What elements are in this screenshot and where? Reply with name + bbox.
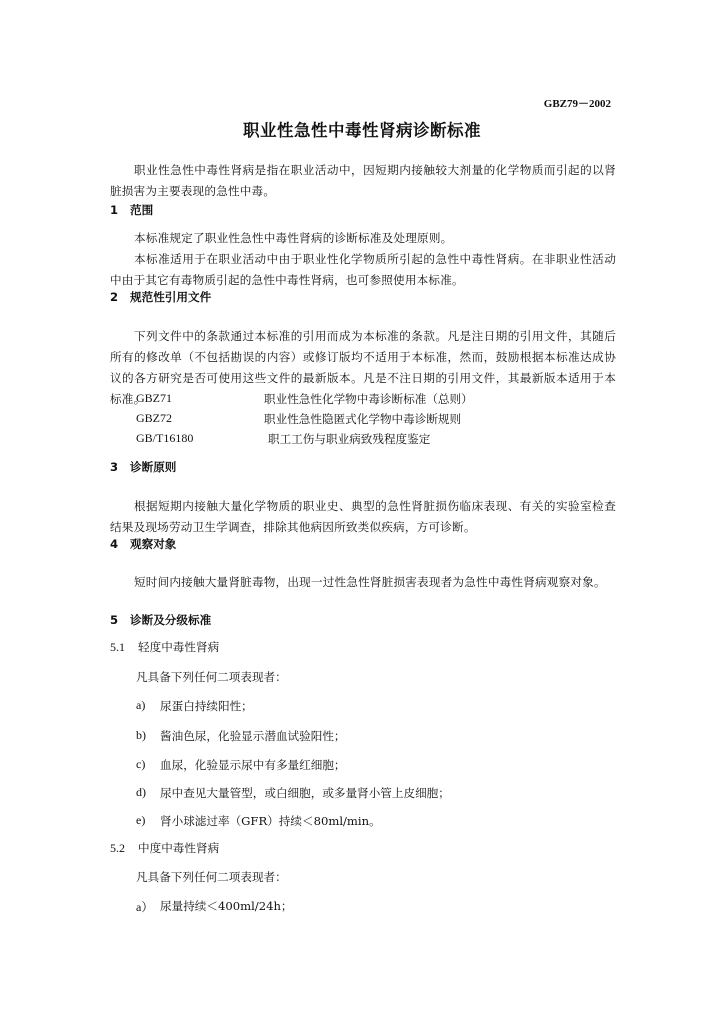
section-2-heading (110, 289, 211, 305)
ref-code: GB/T16180 (136, 431, 194, 445)
ref-code: GBZ72 (136, 411, 172, 425)
list-item-key: e) (136, 813, 146, 827)
subsection-5-1-heading (110, 639, 219, 655)
section-title: 观察对象 (130, 537, 177, 551)
subsection-5-2-lead: 凡具备下列任何二项表现者： (136, 870, 287, 884)
subsection-title: 中度中毒性肾病 (138, 841, 220, 855)
section-number: 4 (110, 537, 119, 551)
section-3-paragraph-1: 根据短期内接触大量化学物质的职业史、典型的急性肾脏损伤临床表现、有关的实验室检查结果及现场劳动卫生学调查，排除其他病因所致类似疾病，方可诊断。 (110, 498, 616, 534)
list-item-key: d) (136, 785, 146, 799)
section-number: 5 (110, 613, 119, 627)
list-item-key: a) (136, 698, 146, 712)
subsection-number: 5.1 (110, 640, 125, 654)
subsection-number: 5.2 (110, 841, 125, 855)
subsection-5-1-lead: 凡具备下列任何二项表现者： (136, 670, 287, 684)
section-number: 2 (110, 290, 119, 304)
list-item: 酱油色尿，化验显示潜血试验阳性； (160, 729, 346, 743)
section-5-heading (110, 612, 211, 628)
section-number: 3 (110, 460, 119, 474)
page-title: 职业性急性中毒性肾病诊断标准 (243, 121, 481, 140)
section-1-paragraph-2: 本标准适用于在职业活动中由于职业性化学物质所引起的急性中毒性肾病。在非职业性活动中由于其它有毒物质引起的急性中毒性肾病，也可参照使用本标准。 (110, 251, 616, 287)
section-title: 规范性引用文件 (130, 290, 212, 304)
section-3-heading (110, 459, 176, 475)
subsection-title: 轻度中毒性肾病 (138, 640, 220, 654)
section-title: 诊断原则 (130, 460, 177, 474)
section-1-paragraph-1: 本标准规定了职业性急性中毒性肾病的诊断标准及处理原则。 (134, 230, 453, 245)
list-item: 血尿，化验显示尿中有多量红细胞； (160, 758, 346, 772)
list-item: 肾小球滤过率（GFR）持续＜80ml/min。 (160, 814, 381, 828)
section-4-paragraph-1: 短时间内接触大量肾脏毒物，出现一过性急性肾脏损害表现者为急性中毒性肾病观察对象。 (134, 574, 606, 589)
list-item-key: a） (136, 900, 154, 914)
section-number: 1 (110, 203, 119, 217)
section-2-paragraph-1: 下列文件中的条款通过本标准的引用而成为本标准的条款。凡是注日期的引用文件，其随后所有的修改单（不包括勘误的内容）或修订版均不适用于本标准，然而，鼓励根据本标准达成协议的各方研究是否可使用这些文件的最新版本。凡是不注日期的引用文件，其最新版本适用于本标准。 (110, 328, 616, 406)
section-title: 范围 (130, 203, 154, 217)
list-item-key: b) (136, 728, 146, 742)
list-item: 尿量持续＜400ml/24h； (160, 899, 293, 913)
ref-title: 职工工伤与职业病致残程度鉴定 (268, 432, 431, 446)
ref-title: 职业性急性化学物中毒诊断标准（总则） (264, 392, 473, 406)
standard-code: GBZ79－2002 (543, 98, 611, 110)
section-4-heading (110, 536, 176, 552)
section-title: 诊断及分级标准 (130, 613, 212, 627)
list-item: 尿蛋白持续阳性； (160, 699, 253, 713)
ref-title: 职业性急性隐匿式化学物中毒诊断规则 (264, 412, 462, 426)
section-1-heading (110, 202, 153, 218)
intro-paragraph: 职业性急性中毒性肾病是指在职业活动中，因短期内接触较大剂量的化学物质而引起的以肾脏损害为主要表现的急性中毒。 (110, 162, 616, 198)
subsection-5-2-heading (110, 840, 219, 856)
list-item-key: c) (136, 757, 146, 771)
ref-code: GBZ71 (136, 391, 172, 405)
list-item: 尿中查见大量管型，或白细胞，或多量肾小管上皮细胞； (160, 786, 450, 800)
